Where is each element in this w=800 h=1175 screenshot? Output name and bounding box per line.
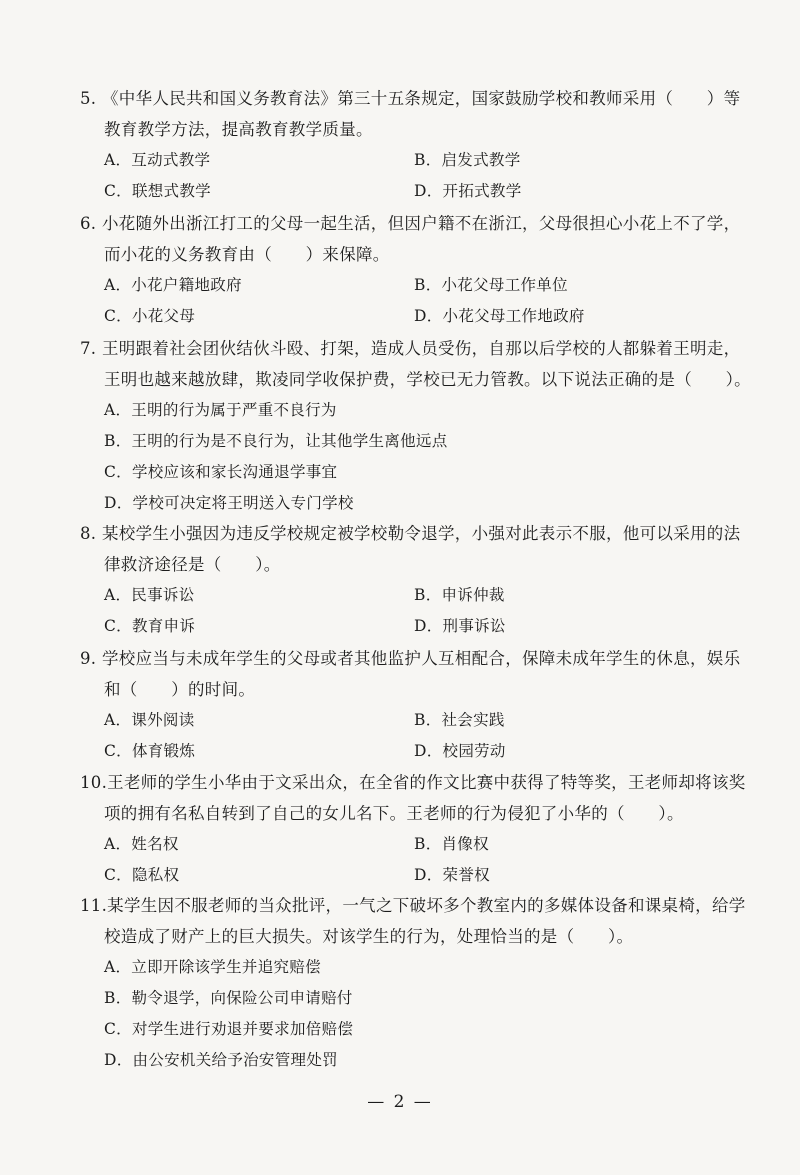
question-stem: 5. 《中华人民共和国义务教育法》第三十五条规定，国家鼓励学校和教师采用（ ）等 (80, 83, 760, 114)
page-number: — 2 — (367, 1092, 433, 1112)
options (104, 580, 760, 642)
option-a: A．互动式教学 (104, 151, 211, 169)
option-a: A．立即开除该学生并追究赔偿 (104, 958, 321, 976)
question-6 (80, 208, 760, 332)
question-stem-cont: 项的拥有名私自转到了自己的女儿名下。王老师的行为侵犯了小华的（ ）。 (104, 804, 684, 823)
question-stem-cont: 和（ ）的时间。 (104, 680, 256, 699)
option-b: B．小花父母工作单位 (414, 276, 568, 294)
question-stem: 11.某学生因不服老师的当众批评，一气之下破坏多个教室内的多媒体设备和课桌椅，给学 (80, 890, 760, 921)
question-11 (80, 890, 760, 1076)
question-number: 11. (80, 896, 108, 915)
option-d: D．学校可决定将王明送入专门学校 (104, 494, 354, 512)
option-c: C．对学生进行劝退并要求加倍赔偿 (104, 1020, 354, 1038)
question-stem-cont: 律救济途径是（ ）。 (104, 555, 281, 574)
option-d: D．由公安机关给予治安管理处罚 (104, 1051, 338, 1069)
question-number: 5. (80, 89, 97, 108)
question-number: 10. (80, 773, 108, 792)
options (104, 705, 760, 767)
options (104, 145, 760, 207)
option-b: B．王明的行为是不良行为，让其他学生离他远点 (104, 432, 448, 450)
question-stem: 7. 王明跟着社会团伙结伙斗殴、打架，造成人员受伤，自那以后学校的人都躲着王明走， (80, 333, 760, 364)
question-5 (80, 83, 760, 207)
question-10 (80, 767, 760, 891)
option-b: B．申诉仲裁 (414, 586, 505, 604)
question-stem-cont: 教育教学方法，提高教育教学质量。 (104, 120, 373, 139)
question-9 (80, 643, 760, 767)
question-stem-cont: 而小花的义务教育由（ ）来保障。 (104, 245, 390, 264)
option-a: A．王明的行为属于严重不良行为 (104, 401, 337, 419)
option-c: C．体育锻炼 (104, 742, 196, 760)
question-stem-cont: 校造成了财产上的巨大损失。对该学生的行为，处理恰当的是（ ）。 (104, 927, 634, 946)
question-stem-cont: 王明也越来越放肆，欺凌同学收保护费，学校已无力管教。以下说法正确的是（ ）。 (104, 370, 751, 389)
question-stem: 6. 小花随外出浙江打工的父母一起生活，但因户籍不在浙江，父母很担心小花上不了学， (80, 208, 760, 239)
option-b: B．社会实践 (414, 711, 505, 729)
option-c: C．小花父母 (104, 307, 196, 325)
option-c: C．学校应该和家长沟通退学事宜 (104, 463, 338, 481)
option-d: D．荣誉权 (414, 866, 490, 884)
question-stem: 10.王老师的学生小华由于文采出众，在全省的作文比赛中获得了特等奖，王老师却将该奖 (80, 767, 760, 798)
question-number: 9. (80, 649, 97, 668)
option-b: B．肖像权 (414, 835, 489, 853)
question-8 (80, 518, 760, 642)
option-c: C．教育申诉 (104, 617, 196, 635)
question-stem: 8. 某校学生小强因为违反学校规定被学校勒令退学，小强对此表示不服，他可以采用的法 (80, 518, 760, 549)
option-c: C．隐私权 (104, 866, 180, 884)
options (104, 395, 760, 519)
option-b: B．启发式教学 (414, 151, 521, 169)
option-d: D．开拓式教学 (414, 182, 522, 200)
options (104, 829, 760, 891)
option-d: D．校园劳动 (414, 742, 506, 760)
option-b: B．勒令退学，向保险公司申请赔付 (104, 989, 353, 1007)
option-a: A．小花户籍地政府 (104, 276, 242, 294)
option-d: D．刑事诉讼 (414, 617, 506, 635)
question-stem: 9. 学校应当与未成年学生的父母或者其他监护人互相配合，保障未成年学生的休息，娱乐 (80, 643, 760, 674)
option-a: A．民事诉讼 (104, 586, 195, 604)
option-a: A．课外阅读 (104, 711, 195, 729)
question-number: 6. (80, 214, 97, 233)
option-c: C．联想式教学 (104, 182, 211, 200)
question-7 (80, 333, 760, 519)
options (104, 270, 760, 332)
option-a: A．姓名权 (104, 835, 179, 853)
question-number: 7. (80, 339, 97, 358)
options (104, 952, 760, 1076)
question-number: 8. (80, 524, 97, 543)
option-d: D．小花父母工作地政府 (414, 307, 585, 325)
